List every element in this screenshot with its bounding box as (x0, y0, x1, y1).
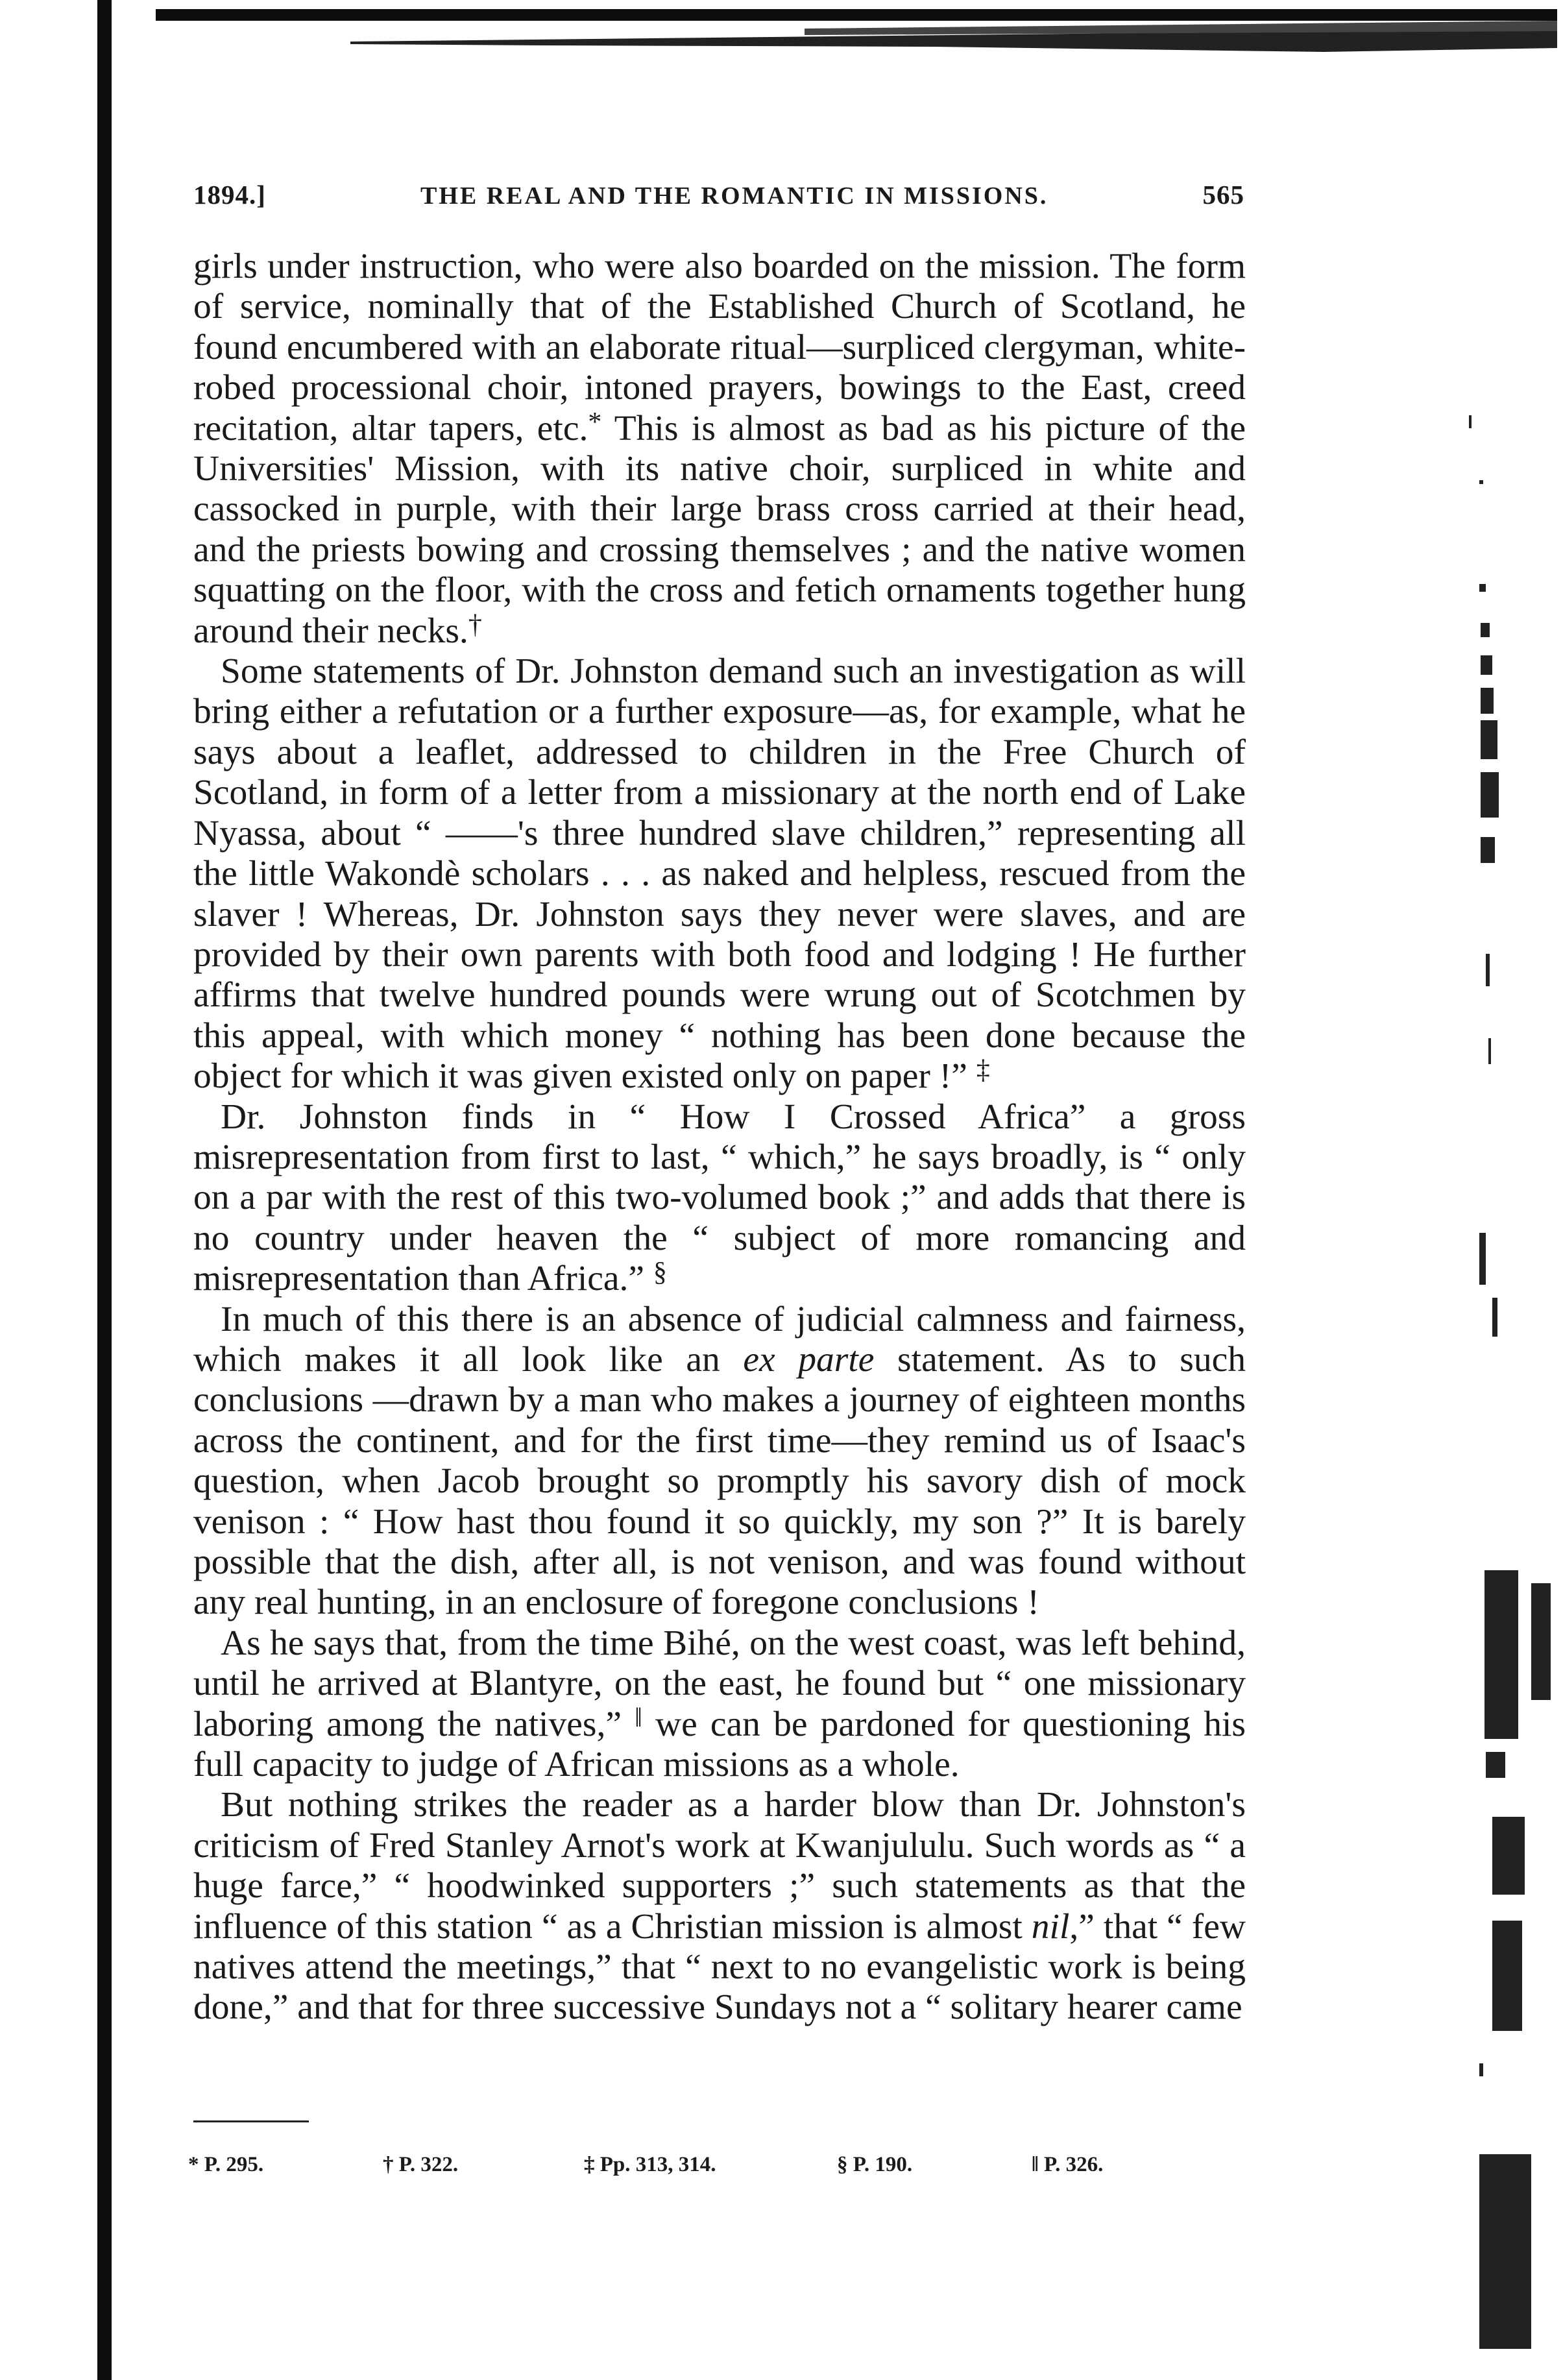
header-year: 1894.] (193, 180, 266, 210)
body-text (193, 247, 1246, 2028)
paragraph-text: statement. As to such conclusions —drawn by a man who makes a journey of eighteen months across the continent, and for the first time—they remind us of Isaac's question, when Jacob brought so promptly his savory dish of mock venison : “ How hast thou found it so quickly, my son ?” It is barely possible that the dish, after all, is not venison, and was found without any real hunting, in an enclosure of foregone conclusions ! (193, 1339, 1246, 1623)
paragraph-text: But nothing strikes the reader as a harder blow than Dr. Johnston's criticism of Fred Stanley Arnot's work at Kwanjululu. Such words as “ a huge farce,” “ hoodwinked supporters ;” such statements as that the influence of this station “ as a Christian mission is almost (193, 1785, 1246, 1947)
paragraph-text: ,” that “ few natives attend the meetings,” that “ next to no evangelistic work is being done,” and that for three successive Sundays not a “ solitary hearer came (193, 1906, 1246, 2028)
footnotes (188, 2153, 1200, 2177)
footnote: ‖ P. 326. (1032, 2153, 1104, 2176)
paragraph (193, 1097, 1246, 1300)
paragraph-text: Dr. Johnston finds in “ How I Crossed Africa” a gross misrepresentation from first to last, “ which,” he says broadly, is “ only on a par with the rest of this two-volumed book ;” and adds that there is no country under heaven the “ subject of more romancing and misrepresentation than Africa.” (193, 1097, 1246, 1299)
italic-text: ex parte (743, 1339, 875, 1379)
footnote: ‡ Pp. 313, 314. (584, 2153, 716, 2176)
paragraph-text: we can be pardoned for questioning his full capacity to judge of African missions as a whole. (193, 1704, 1246, 1785)
paragraph (193, 1300, 1246, 1623)
footnote-marker: ‡ (976, 1055, 990, 1086)
paragraph-text: This is almost as bad as his picture of the Universities' Mission, with its native choir, surpliced in white and cassocked in purple, with their large brass cross carried at their head, and the priests bowing and crossing themselves ; and the native women squatting on the floor, with the cross and fetich ornaments together hung around their necks. (193, 408, 1246, 651)
page-number: 565 (1202, 180, 1244, 210)
paragraph-text: girls under instruction, who were also boarded on the mission. The form of service, nominally that of the Established Church of Scotland, he found encumbered with an elaborate ritual—surpliced clergyman, white-robed processional choir, intoned prayers, bowings to the East, creed recitation, altar tapers, etc. (193, 247, 1246, 448)
paragraph-text: In much of this there is an absence of judicial calmness and fairness, which makes it all look like an (193, 1299, 1246, 1379)
footnote-divider (193, 2120, 309, 2122)
paragraph (193, 651, 1246, 1097)
footnote-marker: * (588, 407, 602, 437)
scan-left-border (97, 0, 112, 2380)
footnote-marker: † (468, 609, 482, 640)
footnote: * P. 295. (188, 2153, 264, 2176)
footnote: § P. 190. (837, 2153, 913, 2176)
paragraph-text: Some statements of Dr. Johnston demand such an investigation as will bring either a refutation or a further exposure—as, for example, what he says about a leaflet, addressed to children in the Free Church of Scotland, in form of a letter from a missionary at the north end of Lake Nyassa, about “ ——'s three hundred slave children,” representing all the little Wakondè scholars . . . as naked and helpless, rescued from the slaver ! Whereas, Dr. Johnston says they never were slaves, and are provided by their own parents with both food and lodging ! He further affirms that twelve hundred pounds were wrung out of Scotchmen by this appeal, with which money “ nothing has been done because the object for which it was given existed only on paper !” (193, 651, 1246, 1097)
header-title: THE REAL AND THE ROMANTIC IN MISSIONS. (420, 182, 1048, 210)
paragraph (193, 1785, 1246, 2028)
footnote-marker: ‖ (635, 1703, 642, 1733)
paragraph (193, 247, 1246, 651)
footnote: † P. 322. (383, 2153, 459, 2176)
paragraph (193, 1623, 1246, 1786)
italic-text: nil (1031, 1906, 1070, 1947)
running-head (193, 179, 1244, 218)
footnote-marker: § (653, 1257, 667, 1288)
scan-top-artifact (156, 9, 1557, 55)
paragraph-text: As he says that, from the time Bihé, on the west coast, was left behind, until he arrived at Blantyre, on the east, he found but “ one missionary laboring among the natives,” (193, 1623, 1246, 1744)
scan-margin-artifacts (1466, 0, 1563, 2380)
